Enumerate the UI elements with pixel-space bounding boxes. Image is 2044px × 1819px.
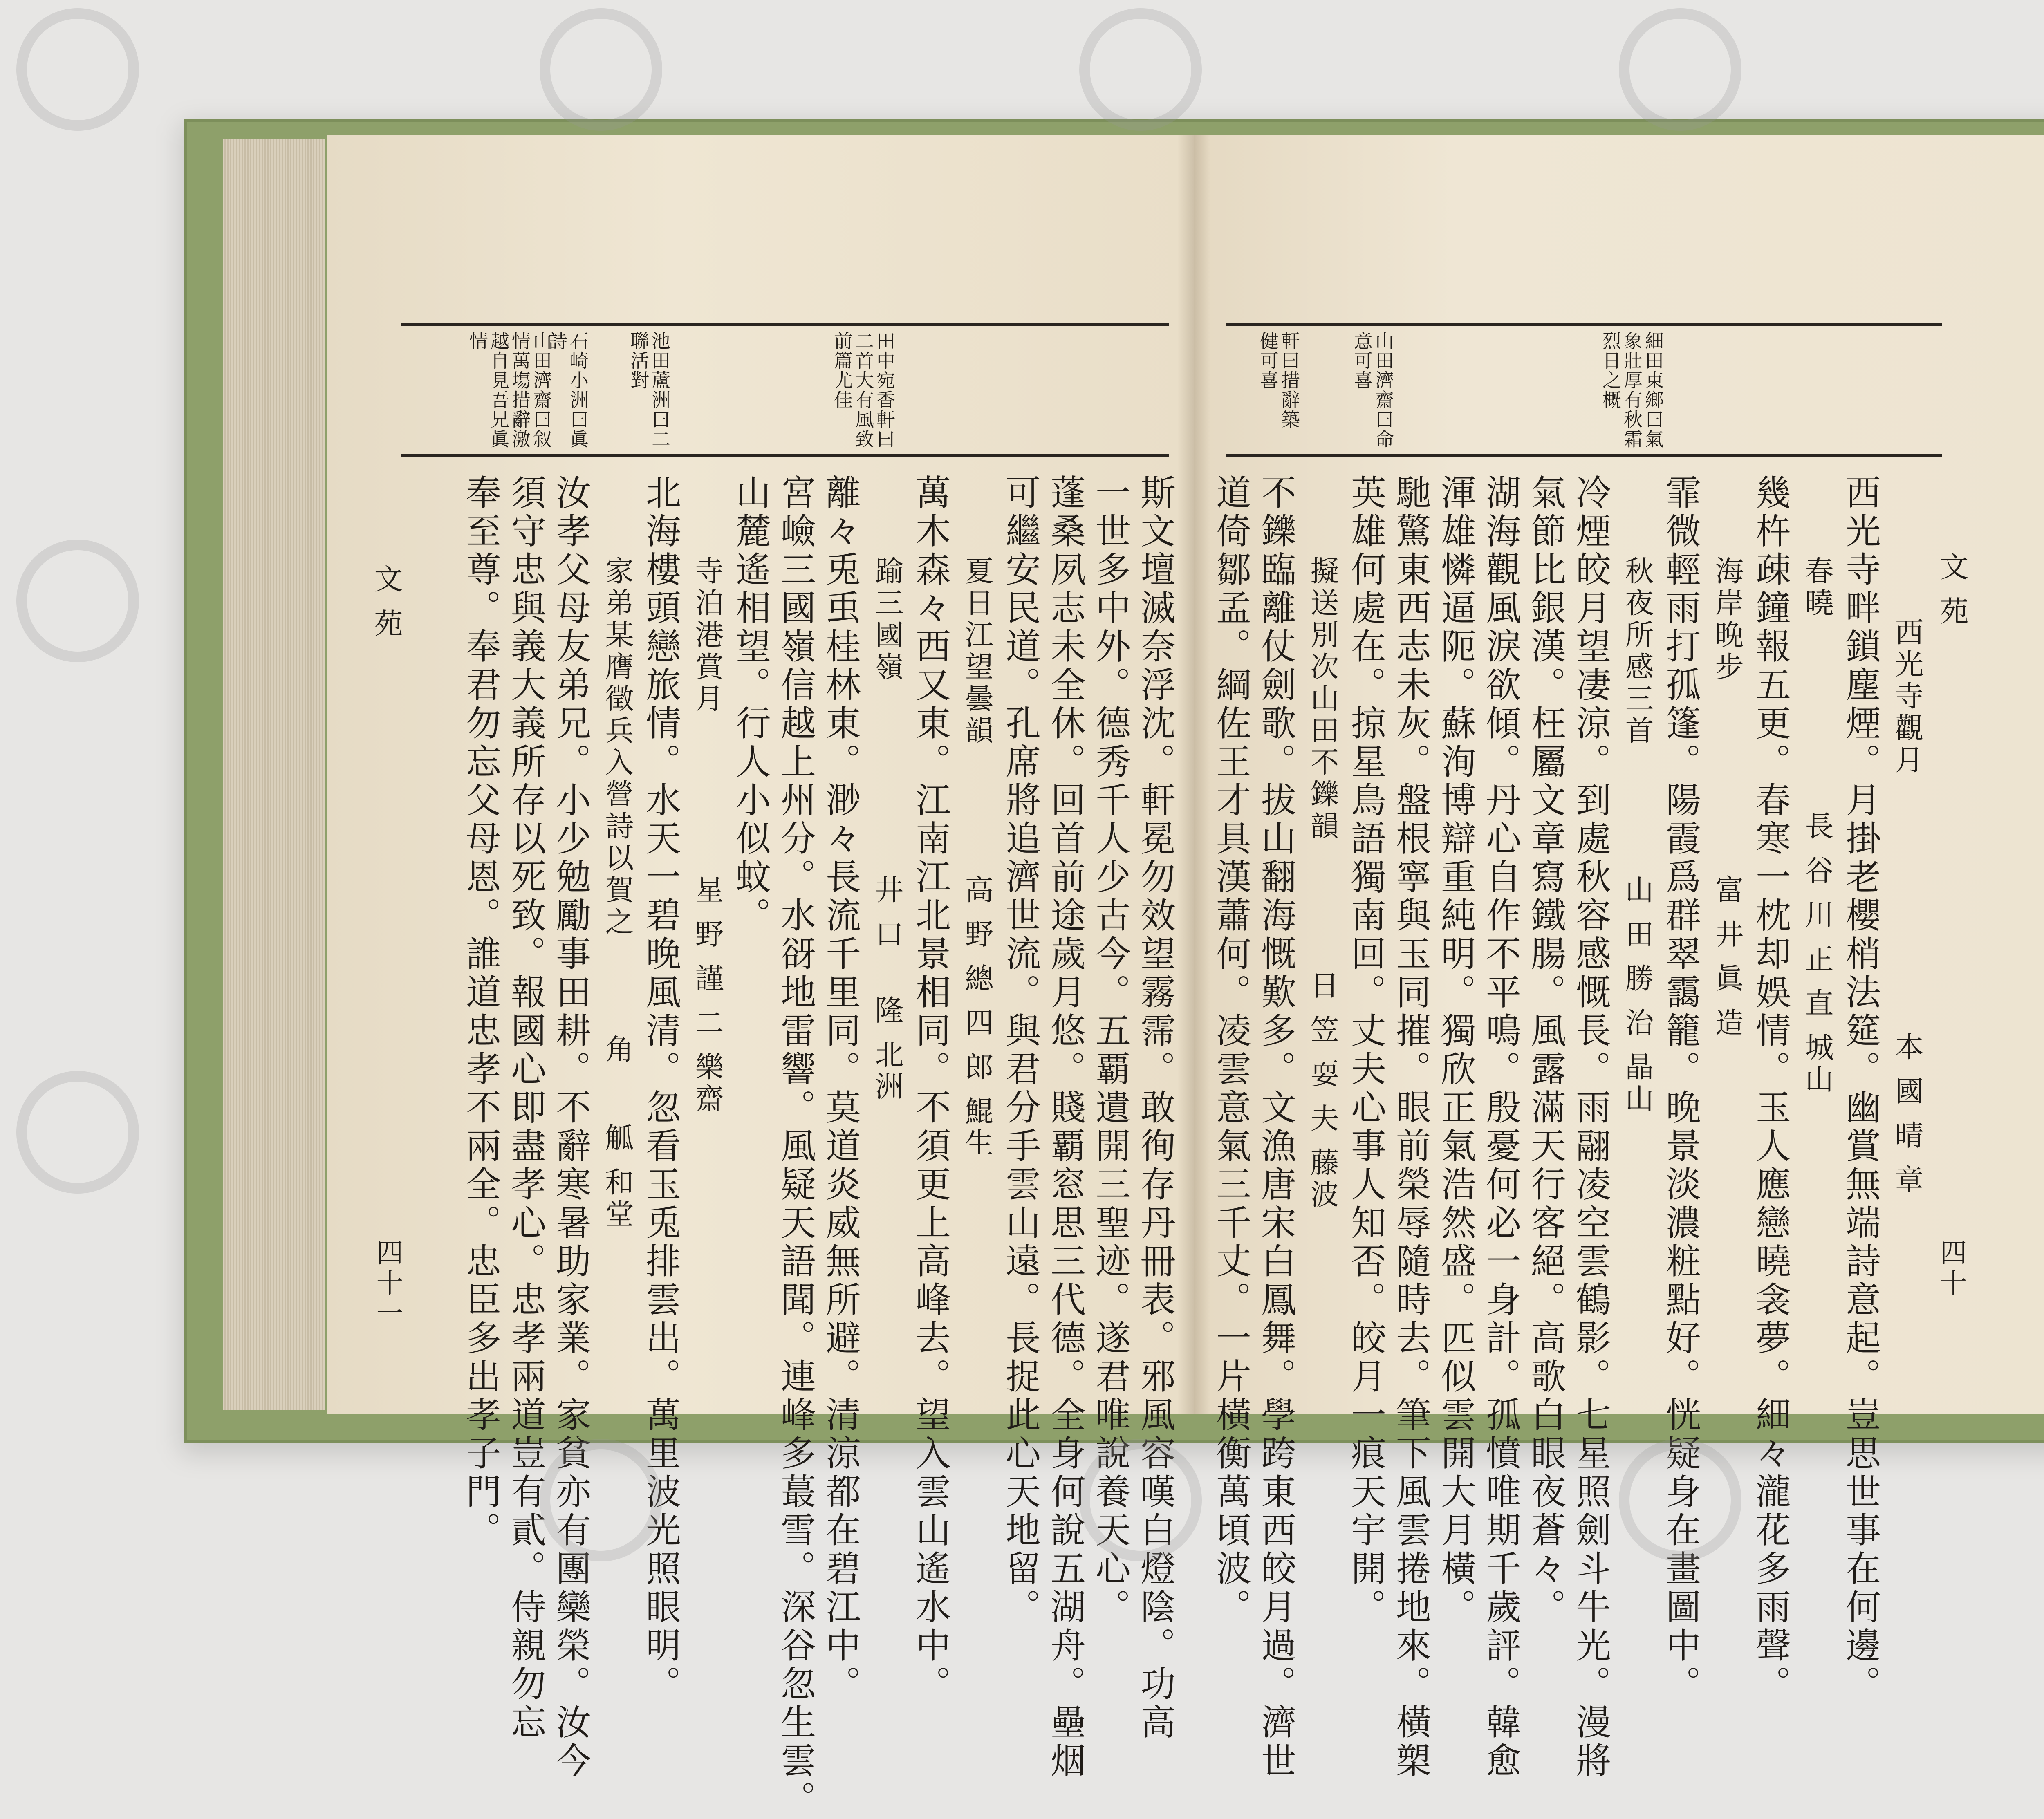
poem-title: 海岸晚步 富 井 眞 造 bbox=[1710, 556, 1744, 1039]
page-number: 四十 bbox=[1935, 1239, 1967, 1299]
text-column: 宮嶮三國嶺信越上州分。水谺地雷響。風疑天語聞。連峰多蕞雪。深谷忽生雲。 bbox=[775, 474, 816, 1819]
left-page bbox=[327, 135, 1194, 1819]
text-column: 須守忠與義大義所存以死致。報國心即盡孝心。忠孝兩道豈有貳。侍親勿忘 bbox=[505, 474, 546, 1742]
poem-title: 西光寺觀月 本 國 晴 章 bbox=[1890, 617, 1924, 1196]
page-number: 四十一 bbox=[372, 1239, 403, 1329]
text-column: 氣節比銀漢。枉屬文章寫鐵腸。風露滿天行客絕。高歌白眼夜蒼々。 bbox=[1525, 474, 1566, 1627]
poem-title: 寺泊港賞月 星 野 謹 二 樂齋 bbox=[690, 556, 724, 1116]
text-column: 不鑠臨離仗劍歌。拔山翻海慨歎多。文漁唐宋白鳳舞。學跨東西皎月過。濟世 bbox=[1255, 474, 1296, 1781]
poem-title: 春曉 長 谷 川 正 直 城山 bbox=[1800, 556, 1834, 1096]
text-column: 萬木森々西又東。江南江北景相同。不須更上高峰去。望入雲山遙水中。 bbox=[910, 474, 950, 1704]
watermark-seal bbox=[540, 1439, 662, 1561]
watermark-seal bbox=[1079, 8, 1202, 131]
text-column: 奉至尊。奉君勿忘父母恩。誰道忠孝不兩全。忠臣多出孝子門。 bbox=[460, 474, 501, 1550]
text-column: 蓬桑夙志未全休。回首前途歲月悠。賤覇窓思三代德。全身何說五湖舟。壘烟 bbox=[1044, 474, 1085, 1781]
watermark-seal bbox=[1619, 1439, 1741, 1561]
text-column: 渾雄憐逼阨。蘇洵博辯重純明。獨欣正氣浩然盛。匹似雲開大月橫。 bbox=[1435, 474, 1476, 1627]
text-column: 山麓遙相望。行人小似蚊。 bbox=[730, 474, 771, 935]
header-rule-bottom bbox=[401, 454, 1169, 457]
text-column: 冷煙皎月望凄涼。到處秋容感慨長。雨翮凌空雲鶴影。七星照劍斗牛光。漫將 bbox=[1570, 474, 1611, 1781]
text-column: 可繼安民道。孔席將追濟世流。與君分手雲山遠。長捉此心天地留。 bbox=[1000, 474, 1040, 1627]
running-head: 文 苑 bbox=[370, 564, 403, 641]
text-column: 霏微輕雨打孤篷。陽霞爲群翠靄籠。晚景淡濃粧點好。恍疑身在畫圖中。 bbox=[1660, 474, 1701, 1704]
text-column: 湖海觀風淚欲傾。丹心自作不平鳴。殷憂何必一身計。孤憤唯期千歲評。韓愈 bbox=[1480, 474, 1521, 1781]
poem-title: 踰三國嶺 井 口 隆 北洲 bbox=[870, 556, 904, 1103]
text-column: 英雄何處在。掠星鳥語獨南回。丈夫心事人知否。皎月一痕天宇開。 bbox=[1345, 474, 1386, 1627]
text-column: 離々兎䖝桂林東。渺々長流千里同。莫道炎威無所避。清涼都在碧江中。 bbox=[820, 474, 861, 1704]
margin-note: 池田蘆洲曰二 聯活對 bbox=[628, 331, 671, 449]
text-column: 西光寺畔鎖塵煙。月掛老櫻梢法筵。幽賞無端詩意起。豈思世事在何邊。 bbox=[1840, 474, 1880, 1704]
watermark-seal bbox=[540, 8, 662, 131]
watermark-seal bbox=[1079, 1439, 1202, 1561]
margin-note: 石崎小洲曰眞 詩 bbox=[546, 331, 589, 449]
margin-note: 山田濟齋曰命 意可喜 bbox=[1351, 331, 1394, 449]
poem-title: 擬送別次山田不鑠韻 日 笠 耍 夫 藤波 bbox=[1306, 556, 1339, 1212]
text-column: 斯文壇滅奈浮沈。軒冕勿效望霧霈。敢徇存丹冊表。邪風容嘆白燈陰。功高 bbox=[1134, 474, 1175, 1742]
text-column: 道倚鄒孟。綱佐王才具漢蕭何。凌雲意氣三千丈。一片橫衡萬頃波。 bbox=[1210, 474, 1251, 1627]
book-gutter bbox=[1177, 135, 1210, 1414]
right-page bbox=[1194, 135, 2044, 1781]
watermark-seal bbox=[1619, 8, 1741, 131]
running-head: 文 苑 bbox=[1935, 552, 1969, 628]
text-column: 幾杵疎鐘報五更。春寒一枕却娛情。玉人應戀曉衾夢。細々瀧花多雨聲。 bbox=[1750, 474, 1791, 1704]
text-column: 一世多中外。德秀千人少古今。五覇遺開三聖迹。遂君唯說養天心。 bbox=[1089, 474, 1130, 1627]
margin-note: 細田東鄉曰氣 象壯厚有秋霜 烈日之概 bbox=[1600, 331, 1664, 449]
watermark-seal bbox=[16, 1071, 139, 1194]
header-rule-bottom bbox=[1226, 454, 1942, 457]
text-column: 汝孝父母友弟兄。小少勉勵事田耕。不辭寒暑助家業。家貧亦有團欒榮。汝今 bbox=[550, 474, 591, 1781]
margin-note: 軒曰措辭築 健可喜 bbox=[1257, 331, 1300, 429]
text-column: 馳驚東西志未灰。盤根寧與玉同摧。眼前榮辱隨時去。筆下風雲捲地來。橫槊 bbox=[1390, 474, 1431, 1781]
watermark-seal bbox=[16, 8, 139, 131]
watermark-seal bbox=[16, 540, 139, 662]
poem-title: 秋夜所感三首 山 田 勝 治 晶山 bbox=[1620, 556, 1654, 1116]
poem-title: 家弟某膺徵兵入營詩以賀之 角 觚 和堂 bbox=[601, 556, 634, 1231]
page-stack-left bbox=[223, 139, 325, 1410]
margin-note: 山田濟齋曰叙 情萬塲措辭激 越自見吾兄眞 情 bbox=[466, 331, 552, 449]
poem-title: 夏日江望曇韻 高 野 總 四 郎 鯤生 bbox=[960, 556, 994, 1160]
header-rule-top bbox=[401, 323, 1169, 326]
margin-note: 田中宛香軒曰 二首大有風致 前篇尤佳 bbox=[831, 331, 896, 449]
header-rule-top bbox=[1226, 323, 1942, 326]
text-column: 北海樓頭戀旅情。水天一碧晚風清。忽看玉兎排雲出。萬里波光照眼明。 bbox=[640, 474, 681, 1704]
